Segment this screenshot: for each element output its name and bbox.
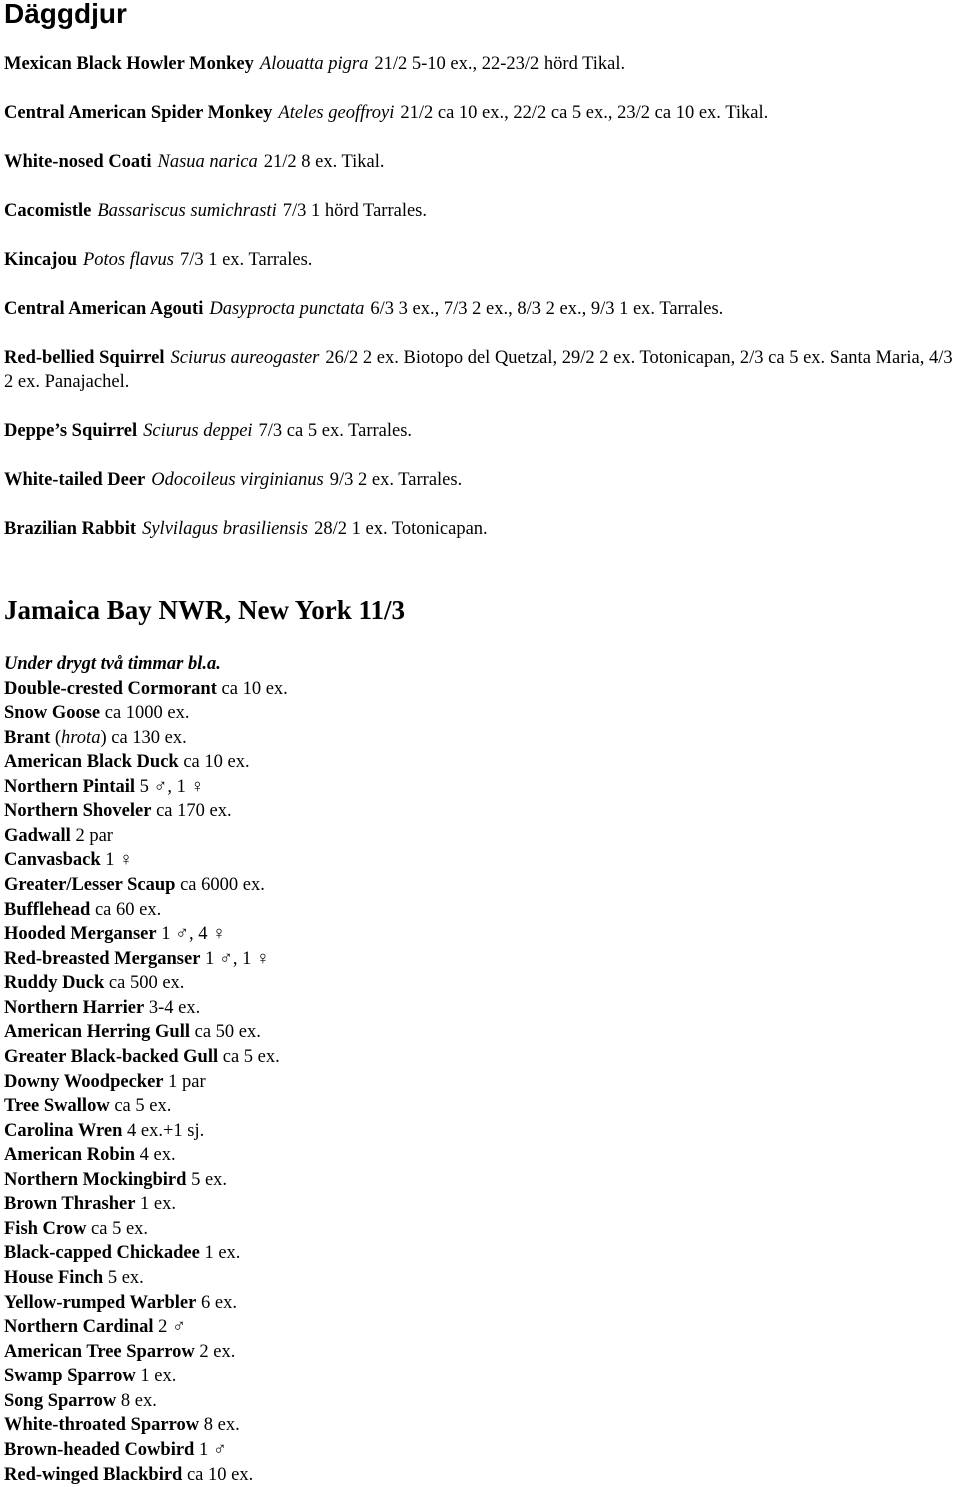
bird-entry [4,1364,954,1389]
bird-name: Bufflehead [4,900,90,920]
bird-name: House Finch [4,1268,103,1288]
mammal-entry [4,101,954,125]
bird-entry [4,1020,954,1045]
bird-entry [4,1143,954,1168]
bird-entry [4,1315,954,1340]
common-name: Central American Spider Monkey [4,103,272,123]
bird-count: 1 ex. [140,1194,176,1214]
common-name: Red-bellied Squirrel [4,348,165,368]
bird-count: 8 ex. [204,1415,240,1435]
bird-name: Brown-headed Cowbird [4,1440,194,1460]
bird-count: ca 10 ex. [183,752,249,772]
bird-count: ca 1000 ex. [105,703,190,723]
latin-name: Nasua narica [158,152,258,172]
bird-name: Fish Crow [4,1219,86,1239]
site-subheading: Under drygt två timmar bl.a. [4,652,954,677]
bird-entry [4,1168,954,1193]
bird-name: American Black Duck [4,752,179,772]
bird-entry [4,775,954,800]
bird-entry [4,1463,954,1487]
observation-note: 7/3 1 hörd Tarrales. [283,201,427,221]
bird-name: Red-winged Blackbird [4,1465,182,1485]
mammal-entry [4,248,954,272]
latin-name: Sciurus deppei [143,421,252,441]
bird-count: 2 par [75,826,113,846]
bird-entry [4,1413,954,1438]
bird-name: Northern Mockingbird [4,1170,186,1190]
bird-count: 2 ♂ [158,1317,186,1337]
bird-name: Song Sparrow [4,1391,116,1411]
common-name: White-tailed Deer [4,470,145,490]
bird-count: 6 ex. [201,1293,237,1313]
bird-count: 1 ♂, 1 ♀ [205,949,270,969]
mammal-entry [4,419,954,443]
bird-name: Carolina Wren [4,1121,122,1141]
mammal-list [4,52,954,566]
paren-open: ( [55,728,61,748]
bird-name: Tree Swallow [4,1096,110,1116]
bird-name: American Robin [4,1145,135,1165]
bird-name: American Herring Gull [4,1022,190,1042]
bird-entry [4,799,954,824]
bird-entry [4,1119,954,1144]
mammal-entry [4,199,954,223]
bird-count: 3-4 ex. [149,998,200,1018]
common-name: Kincajou [4,250,77,270]
bird-entry [4,898,954,923]
bird-count: 5 ex. [108,1268,144,1288]
bird-entry [4,873,954,898]
bird-name: Swamp Sparrow [4,1366,136,1386]
bird-count: 4 ex.+1 sj. [127,1121,204,1141]
bird-name: Greater Black-backed Gull [4,1047,218,1067]
bird-count: 1 ♂, 4 ♀ [161,924,226,944]
bird-entry [4,1291,954,1316]
bird-count: 1 ♀ [105,850,133,870]
bird-count: ca 50 ex. [195,1022,261,1042]
alt-name: hrota [61,728,100,748]
common-name: Deppe’s Squirrel [4,421,137,441]
bird-count: 1 par [168,1072,206,1092]
bird-entry [4,1340,954,1365]
mammal-entry [4,346,954,394]
latin-name: Odocoileus virginianus [151,470,323,490]
common-name: Brazilian Rabbit [4,519,136,539]
observation-note: 21/2 ca 10 ex., 22/2 ca 5 ex., 23/2 ca 10 ex. Tikal. [400,103,768,123]
bird-count: 4 ex. [140,1145,176,1165]
bird-entry [4,726,954,751]
latin-name: Potos flavus [83,250,174,270]
bird-entry [4,1266,954,1291]
bird-name: Snow Goose [4,703,100,723]
bird-count: ca 10 ex. [187,1465,253,1485]
observation-note: 26/2 2 ex. Biotopo del Quetzal, 29/2 2 ex. Totonicapan, 2/3 ca 5 ex. Santa Maria, 4/3 2 ex. Panajachel. [4,348,953,392]
bird-count: 1 ex. [204,1243,240,1263]
bird-entry [4,701,954,726]
bird-count: ca 5 ex. [223,1047,280,1067]
bird-entry [4,1192,954,1217]
observation-note: 21/2 5-10 ex., 22-23/2 hörd Tikal. [374,54,625,74]
section-heading-site: Jamaica Bay NWR, New York 11/3 [4,592,405,628]
bird-count: ca 60 ex. [95,900,161,920]
observation-note: 6/3 3 ex., 7/3 2 ex., 8/3 2 ex., 9/3 1 ex. Tarrales. [370,299,723,319]
bird-entry [4,971,954,996]
common-name: Mexican Black Howler Monkey [4,54,254,74]
bird-count: ca 500 ex. [109,973,185,993]
bird-entry [4,922,954,947]
bird-name: Northern Pintail [4,777,135,797]
bird-name: Ruddy Duck [4,973,104,993]
bird-name: American Tree Sparrow [4,1342,195,1362]
bird-count: 5 ex. [191,1170,227,1190]
latin-name: Dasyprocta punctata [209,299,364,319]
bird-entry [4,1070,954,1095]
observation-note: 7/3 ca 5 ex. Tarrales. [259,421,413,441]
bird-name: Canvasback [4,850,101,870]
bird-name: Northern Harrier [4,998,144,1018]
latin-name: Sciurus aureogaster [171,348,320,368]
bird-entry [4,947,954,972]
bird-name: White-throated Sparrow [4,1415,199,1435]
paren-close: ) [100,728,106,748]
section-heading-mammals: Däggdjur [4,0,127,34]
bird-name: Black-capped Chickadee [4,1243,200,1263]
common-name: Central American Agouti [4,299,203,319]
latin-name: Alouatta pigra [260,54,368,74]
observation-note: 7/3 1 ex. Tarrales. [180,250,312,270]
bird-count: 5 ♂, 1 ♀ [140,777,205,797]
bird-name: Gadwall [4,826,71,846]
bird-list [4,652,954,1487]
bird-count: 2 ex. [199,1342,235,1362]
bird-entry [4,1217,954,1242]
bird-count: ca 130 ex. [111,728,187,748]
observation-note: 28/2 1 ex. Totonicapan. [314,519,488,539]
bird-entry [4,1045,954,1070]
bird-count: ca 170 ex. [156,801,232,821]
bird-name: Double-crested Cormorant [4,679,217,699]
bird-name: Northern Shoveler [4,801,151,821]
bird-entry [4,848,954,873]
bird-count: 1 ex. [140,1366,176,1386]
latin-name: Sylvilagus brasiliensis [142,519,308,539]
bird-name: Greater/Lesser Scaup [4,875,175,895]
bird-entry [4,1438,954,1463]
bird-count: ca 5 ex. [114,1096,171,1116]
bird-name: Hooded Merganser [4,924,157,944]
bird-count: ca 5 ex. [91,1219,148,1239]
bird-count: 8 ex. [121,1391,157,1411]
bird-entry [4,750,954,775]
bird-count: ca 10 ex. [222,679,288,699]
mammal-entry [4,517,954,541]
common-name: Cacomistle [4,201,91,221]
bird-entry [4,1241,954,1266]
bird-entry [4,824,954,849]
latin-name: Ateles geoffroyi [278,103,394,123]
mammal-entry [4,52,954,76]
latin-name: Bassariscus sumichrasti [97,201,276,221]
mammal-entry [4,297,954,321]
bird-name: Red-breasted Merganser [4,949,200,969]
observation-note: 9/3 2 ex. Tarrales. [330,470,462,490]
bird-entry [4,1094,954,1119]
common-name: White-nosed Coati [4,152,152,172]
bird-count: ca 6000 ex. [180,875,265,895]
bird-name: Brown Thrasher [4,1194,135,1214]
bird-name: Yellow-rumped Warbler [4,1293,196,1313]
bird-entry [4,1389,954,1414]
mammal-entry [4,150,954,174]
mammal-entry [4,468,954,492]
bird-name: Northern Cardinal [4,1317,154,1337]
bird-entry [4,677,954,702]
observation-note: 21/2 8 ex. Tikal. [264,152,385,172]
bird-name: Brant [4,728,50,748]
bird-name: Downy Woodpecker [4,1072,164,1092]
bird-entry [4,996,954,1021]
bird-count: 1 ♂ [199,1440,227,1460]
